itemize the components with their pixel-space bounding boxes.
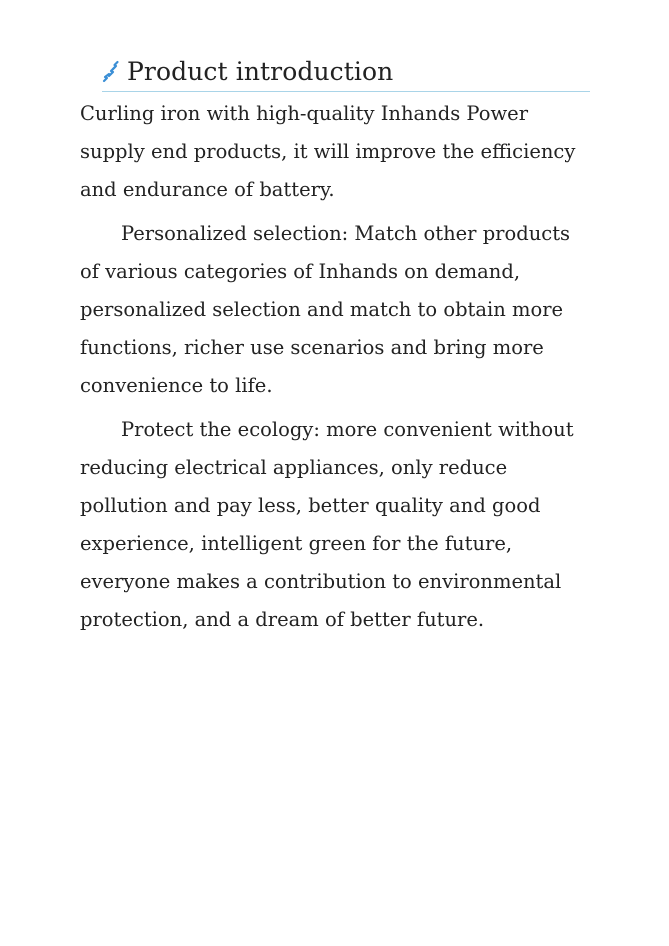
decorative-squiggle-icon xyxy=(102,60,120,84)
paragraph-intro: Curling iron with high-quality Inhands Power supply end products, it will improve the efficiency and endurance of battery. xyxy=(80,102,576,201)
section-heading xyxy=(102,52,590,92)
paragraph-protect-ecology: Protect the ecology: more convenient without reducing electrical appliances, only reduce pollution and pay less, better quality and good experience, intelligent green for the future, everyone makes a contribution to environmental protection, and a dream of better future. xyxy=(80,418,574,631)
body-text xyxy=(80,95,588,645)
paragraph-personalized-selection: Personalized selection: Match other products of various categories of Inhands on demand, personalized selection and match to obtain more functions, richer use scenarios and bring more convenience to life. xyxy=(80,222,571,397)
section-title: Product introduction xyxy=(127,56,394,86)
